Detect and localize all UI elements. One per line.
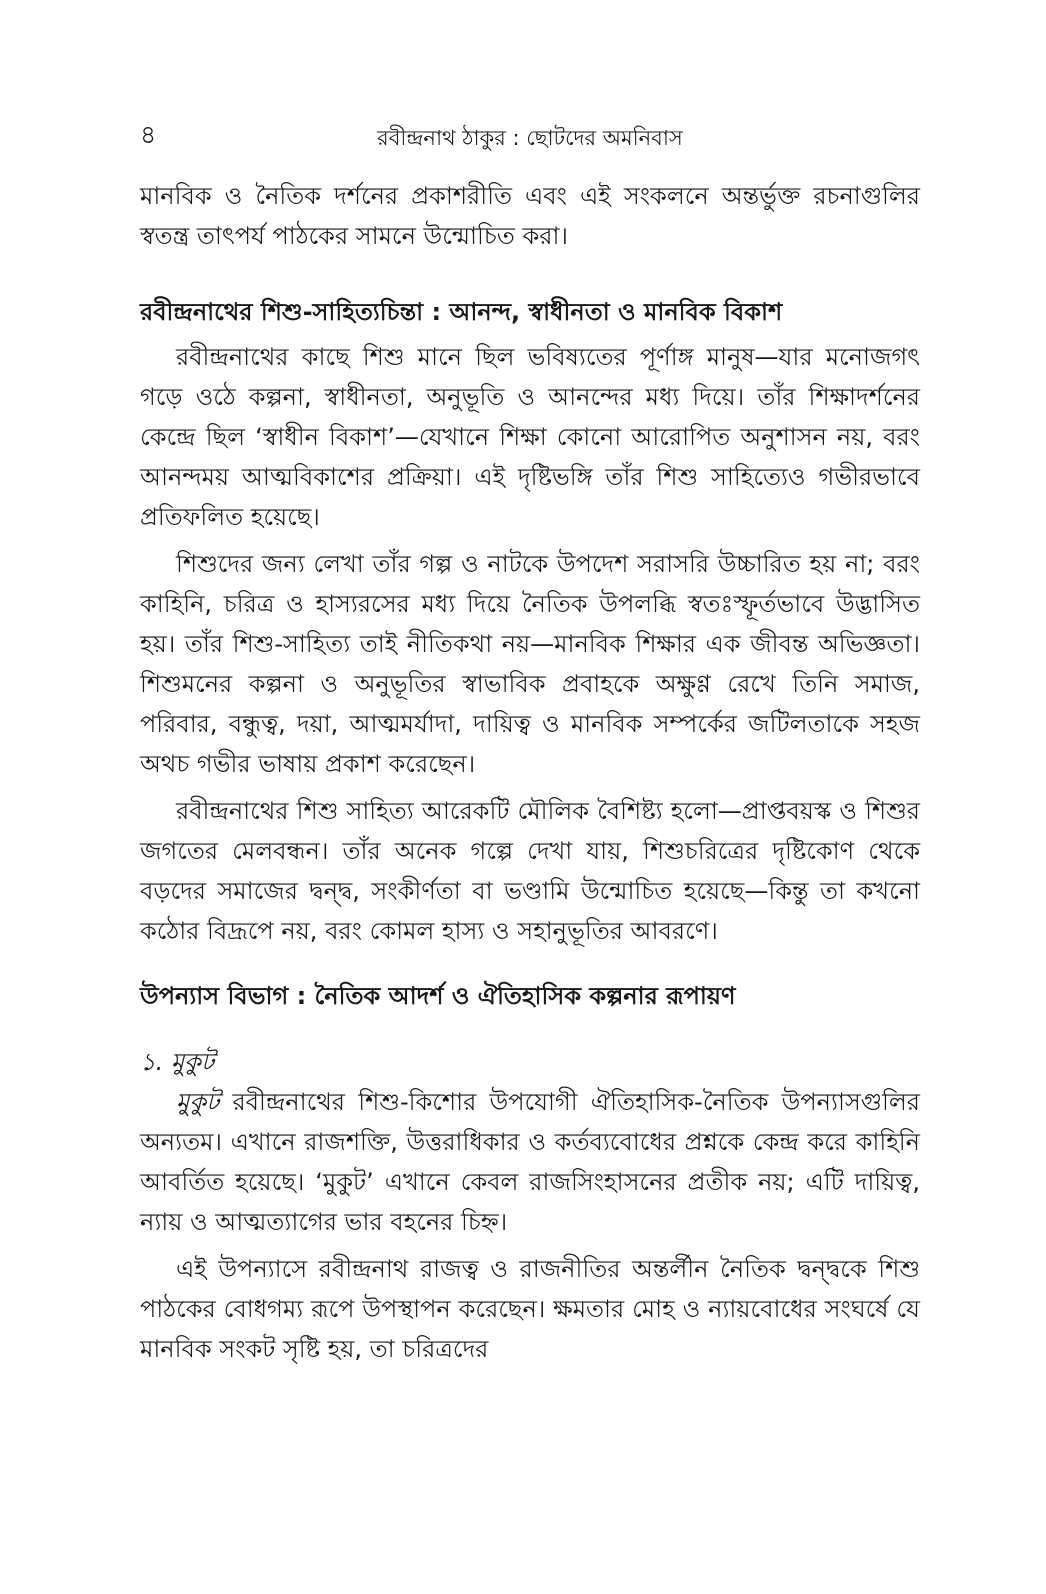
paragraph: রবীন্দ্রনাথের কাছে শিশু মানে ছিল ভবিষ্যতের পূর্ণাঙ্গ মানুষ—যার মনোজগৎ গড়ে ওঠে কল্পনা, স্বাধীনতা, অনুভূতি ও আনন্দের মধ্য দিয়ে। তাঁর শিক্ষাদর্শনের কেন্দ্রে ছিল ‘স্বাধীন বিকাশ’—যেখানে শিক্ষা কোনো আরোপিত অনুশাসন নয়, বরং আনন্দময় আত্মবিকাশের প্রক্রিয়া। এই দৃষ্টিভঙ্গি তাঁর শিশু সাহিত্যেও গভীরভাবে প্রতিফলিত হয়েছে।: [140, 343, 920, 531]
running-title: রবীন্দ্রনাথ ঠাকুর : ছোটদের অমনিবাস: [377, 126, 683, 150]
paragraph: [140, 1082, 920, 1242]
body-text: [140, 176, 920, 1369]
page-number: ৪: [140, 120, 157, 149]
section-heading-novel-division: উপন্যাস বিভাগ : নৈতিক আদর্শ ও ঐতিহাসিক কল্পনার রূপায়ণ: [140, 982, 736, 1010]
running-header: [140, 117, 920, 157]
paragraph: এই উপন্যাসে রবীন্দ্রনাথ রাজত্ব ও রাজনীতির অন্তর্লীন নৈতিক দ্বন্দ্বকে শিশু পাঠকের বোধগম্য রূপে উপস্থাপন করেছেন। ক্ষমতার মোহ ও ন্যায়বোধের সংঘর্ষে যে মানবিক সংকট সৃষ্টি হয়, তা চরিত্রদের: [140, 1255, 920, 1363]
section-heading-children-literature: রবীন্দ্রনাথের শিশু-সাহিত্যচিন্তা : আনন্দ, স্বাধীনতা ও মানবিক বিকাশ: [140, 298, 783, 326]
paragraph-text: রবীন্দ্রনাথের শিশু-কিশোর উপযোগী ঐতিহাসিক-নৈতিক উপন্যাসগুলির অন্যতম। এখানে রাজশক্তি, উত্তরাধিকার ও কর্তব্যবোধের প্রশ্নকে কেন্দ্র করে কাহিনি আবর্তিত হয়েছে। ‘মুকুট’ এখানে কেবল রাজসিংহাসনের প্রতীক নয়; এটি দায়িত্ব, ন্যায় ও আত্মত্যাগের ভার বহনের চিহ্ন।: [140, 1088, 920, 1236]
paragraph: রবীন্দ্রনাথের শিশু সাহিত্য আরেকটি মৌলিক বৈশিষ্ট্য হলো—প্রাপ্তবয়স্ক ও শিশুর জগতের মেলবন্ধন। তাঁর অনেক গল্পে দেখা যায়, শিশুচরিত্রের দৃষ্টিকোণ থেকে বড়দের সমাজের দ্বন্দ্ব, সংকীর্ণতা বা ভণ্ডামি উন্মোচিত হয়েছে—কিন্তু তা কখনো কঠোর বিদ্রূপে নয়, বরং কোমল হাস্য ও সহানুভূতির আবরণে।: [140, 797, 920, 945]
italic-title-mukut: মুকুট: [176, 1088, 220, 1116]
paragraph: শিশুদের জন্য লেখা তাঁর গল্প ও নাটকে উপদেশ সরাসরি উচ্চারিত হয় না; বরং কাহিনি, চরিত্র ও হাস্যরসের মধ্য দিয়ে নৈতিক উপলব্ধি স্বতঃস্ফূর্তভাবে উদ্ভাসিত হয়। তাঁর শিশু-সাহিত্য তাই নীতিকথা নয়—মানবিক শিক্ষার এক জীবন্ত অভিজ্ঞতা। শিশুমনের কল্পনা ও অনুভূতির স্বাভাবিক প্রবাহকে অক্ষুণ্ণ রেখে তিনি সমাজ, পরিবার, বন্ধুত্ব, দয়া, আত্মমর্যাদা, দায়িত্ব ও মানবিক সম্পর্কের জটিলতাকে সহজ অথচ গভীর ভাষায় প্রকাশ করেছেন।: [140, 550, 920, 778]
subsection-heading-mukut: ১. মুকুট: [140, 1048, 215, 1076]
intro-paragraph: মানবিক ও নৈতিক দর্শনের প্রকাশরীতি এবং এই সংকলনে অন্তর্ভুক্ত রচনাগুলির স্বতন্ত্র তাৎপর্য পাঠকের সামনে উন্মোচিত করা।: [140, 182, 920, 250]
